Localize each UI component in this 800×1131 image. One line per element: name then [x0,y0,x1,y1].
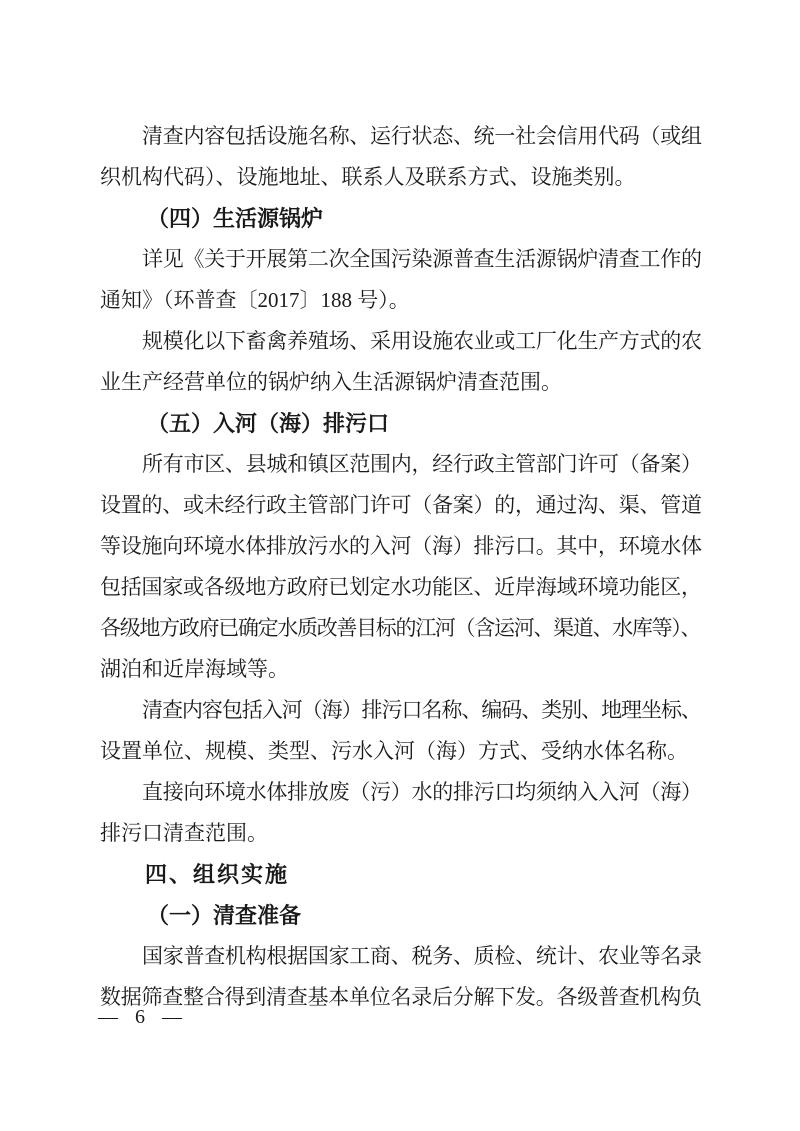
text-line: 等设施向环境水体排放污水的入河（海）排污口。其中，环境水体 [100,534,702,558]
text-line: 排污口清查范围。 [100,821,268,845]
text-line: 所有市区、县城和镇区范围内，经行政主管部门许可（备案） [142,452,702,476]
text-line: 设置单位、规模、类型、污水入河（海）方式、受纳水体名称。 [100,739,688,763]
text-line: 清查内容包括设施名称、运行状态、统一社会信用代码（或组 [142,124,702,148]
page-number: — 6 — [98,1006,188,1028]
text-line: 通知》（环普查〔2017〕188 号）。 [100,288,410,312]
text-line: 织机构代码）、设施地址、联系人及联系方式、设施类别。 [100,165,636,189]
text-line: 湖泊和近岸海域等。 [100,657,289,681]
text-line: 业生产经营单位的锅炉纳入生活源锅炉清查范围。 [100,370,562,394]
text-line: 规模化以下畜禽养殖场、采用设施农业或工厂化生产方式的农 [142,329,702,353]
section-heading: （五）入河（海）排污口 [147,411,390,436]
section-heading: （一）清查准备 [147,903,302,928]
text-line: 各级地方政府已确定水质改善目标的江河（含运河、渠道、水库等）、 [100,616,701,640]
section-heading: （四）生活源锅炉 [147,206,324,231]
text-line: 清查内容包括入河（海）排污口名称、编码、类别、地理坐标、 [142,698,701,722]
text-line: 包括国家或各级地方政府已划定水功能区、近岸海域环境功能区， [100,575,702,599]
text-line: 直接向环境水体排放废（污）水的排污口均须纳入入河（海） [142,780,702,804]
section-heading: 四、组织实施 [145,862,290,887]
text-line: 设置的、或未经行政主管部门许可（备案）的，通过沟、渠、管道 [100,493,702,517]
text-line: 数据筛查整合得到清查基本单位名录后分解下发。各级普查机构负 [100,985,702,1009]
text-line: 详见《关于开展第二次全国污染源普查生活源锅炉清查工作的 [142,247,702,271]
text-line: 国家普查机构根据国家工商、税务、质检、统计、农业等名录 [142,944,702,968]
document-body [100,116,702,1018]
